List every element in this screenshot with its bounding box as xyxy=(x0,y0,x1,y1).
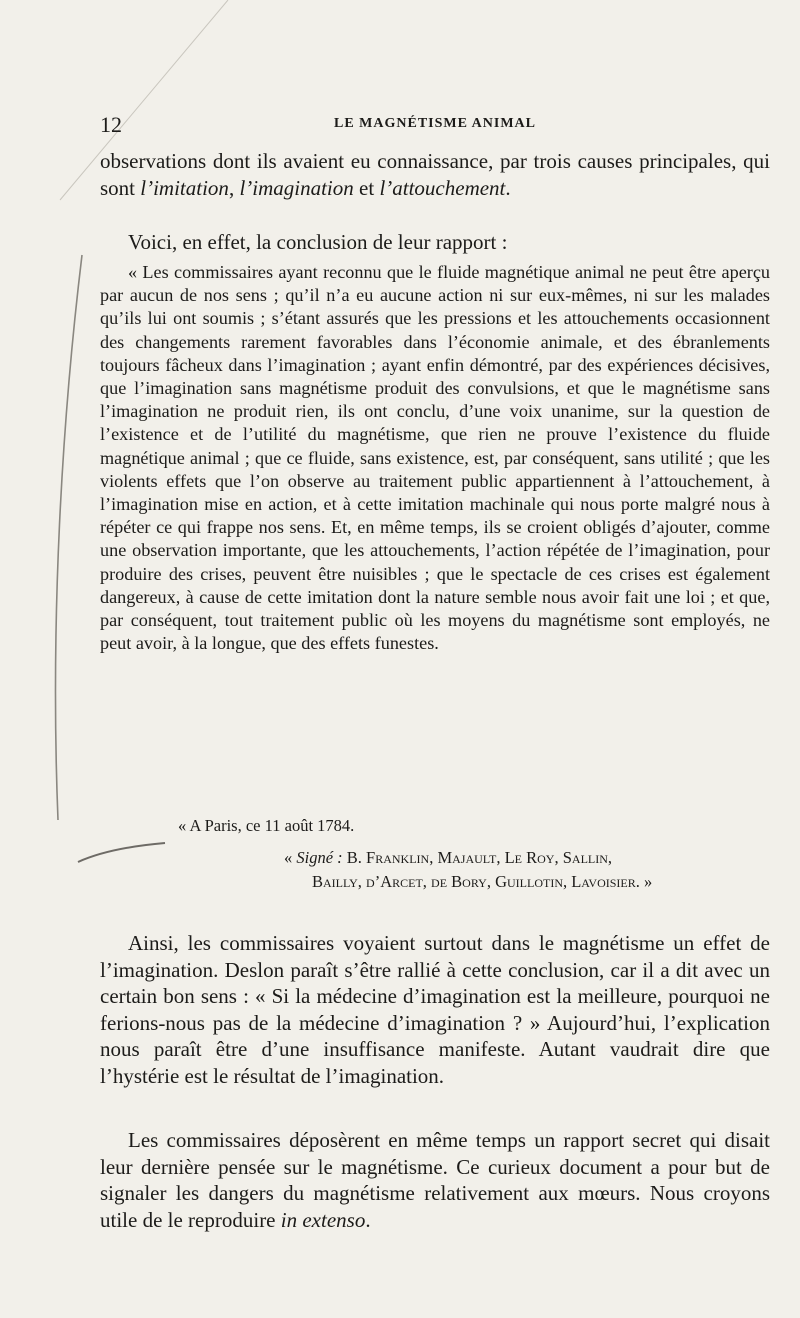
term-imitation: l’imitation xyxy=(140,175,229,200)
paragraph-conclusion-intro: Voici, en effet, la conclusion de leur rapport : xyxy=(128,230,508,254)
signature-block xyxy=(100,846,770,894)
margin-bracket-line xyxy=(55,255,82,820)
signature-line-1 xyxy=(284,846,770,870)
report-quote: « Les commissaires ayant reconnu que le fluide magnétique animal ne peut être aperçu par aucun de nos sens ; qu’il n’a eu aucune action ni sur eux-mêmes, ni sur les malades qu’ils lui ont soumis ; s’étant assurés que les pressions et les attouchements occasionnent des changements rarement favorables dans l’économie animale, et des ébranlements toujours fâcheux dans l’imagination ; ayant enfin démontré, par des expériences décisives, que l’imagination sans magnétisme produit des convulsions, et que le magnétisme sans l’imagination ne produit rien, ils ont conclu, d’une voix unanime, sur la question de l’existence et de l’utilité du magnétisme, que rien ne prouve l’existence du fluide magnétique animal ; que ce fluide, sans existence, est, par conséquent, sans utilité ; que les violents effets que l’on observe au traitement public appartiennent à l’attouchement, à l’imagination mise en action, et à cette imitation machinale qui nous porte malgré nous à répéter ce qui frappe nos sens. Et, en même temps, ils se croient obligés d’ajouter, comme une observation importante, que les attouchements, l’action répétée de l’imagination, pour produire des crises, peuvent être nuisibles ; que le spectacle de ces crises est également dangereux, à cause de cette imitation dont la nature semble nous avoir fait une loi ; et que, par conséquent, tout traitement public où les moyens du magnétisme sont employés, ne peut avoir, à la longue, que des effets funestes. xyxy=(100,262,770,654)
page-header xyxy=(100,112,770,142)
separator-2: et xyxy=(353,175,380,200)
paragraph-causes-text: observations dont ils avaient eu connaissance, par trois causes principales, qui sont xyxy=(100,149,770,200)
signe-label: Signé : xyxy=(296,848,343,867)
page-number: 12 xyxy=(100,112,122,137)
secret-report-text: Les commissaires déposèrent en même temps un rapport secret qui disait leur dernière pensée sur le magnétisme. Ce curieux document a pour but de signaler les dangers du magnétisme relativement aux mœurs. Nous croyons utile de le reproduire xyxy=(100,1128,770,1232)
term-attouchement: l’attouchement xyxy=(379,175,506,200)
running-head: LE MAGNÉTISME ANIMAL xyxy=(333,116,537,131)
signature-open-quote: « xyxy=(284,848,297,867)
secret-report-end: . xyxy=(365,1207,371,1232)
term-imagination: l’imagination xyxy=(239,175,354,200)
paragraph-imagination: Ainsi, les commissaires voyaient surtout dans le magnétisme un effet de l’imagination. Deslon paraît s’être rallié à cette conclusion, car il a dit avec un certain bon sens : « Si la médecine d’imagination est la meilleure, pourquoi ne ferions-nous pas de la médecine d’imagination ? » Aujourd’hui, l’explication nous paraît être d’une insuffisance manifeste. Autant vaudrait dire que l’hystérie est le résultat de l’imagination. xyxy=(100,931,770,1088)
paragraph-causes xyxy=(100,148,770,201)
paragraph-causes-end: . xyxy=(505,175,511,200)
dateline: « A Paris, ce 11 août 1784. xyxy=(178,816,355,835)
separator-1: , xyxy=(228,175,240,200)
paragraph-secret-report xyxy=(100,1127,770,1233)
in-extenso: in extenso xyxy=(280,1207,366,1232)
signatories-2: Bailly, d’Arcet, de Bory, Guillotin, Lavoisier. » xyxy=(312,872,653,891)
signatories-1: B. Franklin, Majault, Le Roy, Sallin, xyxy=(342,848,613,867)
